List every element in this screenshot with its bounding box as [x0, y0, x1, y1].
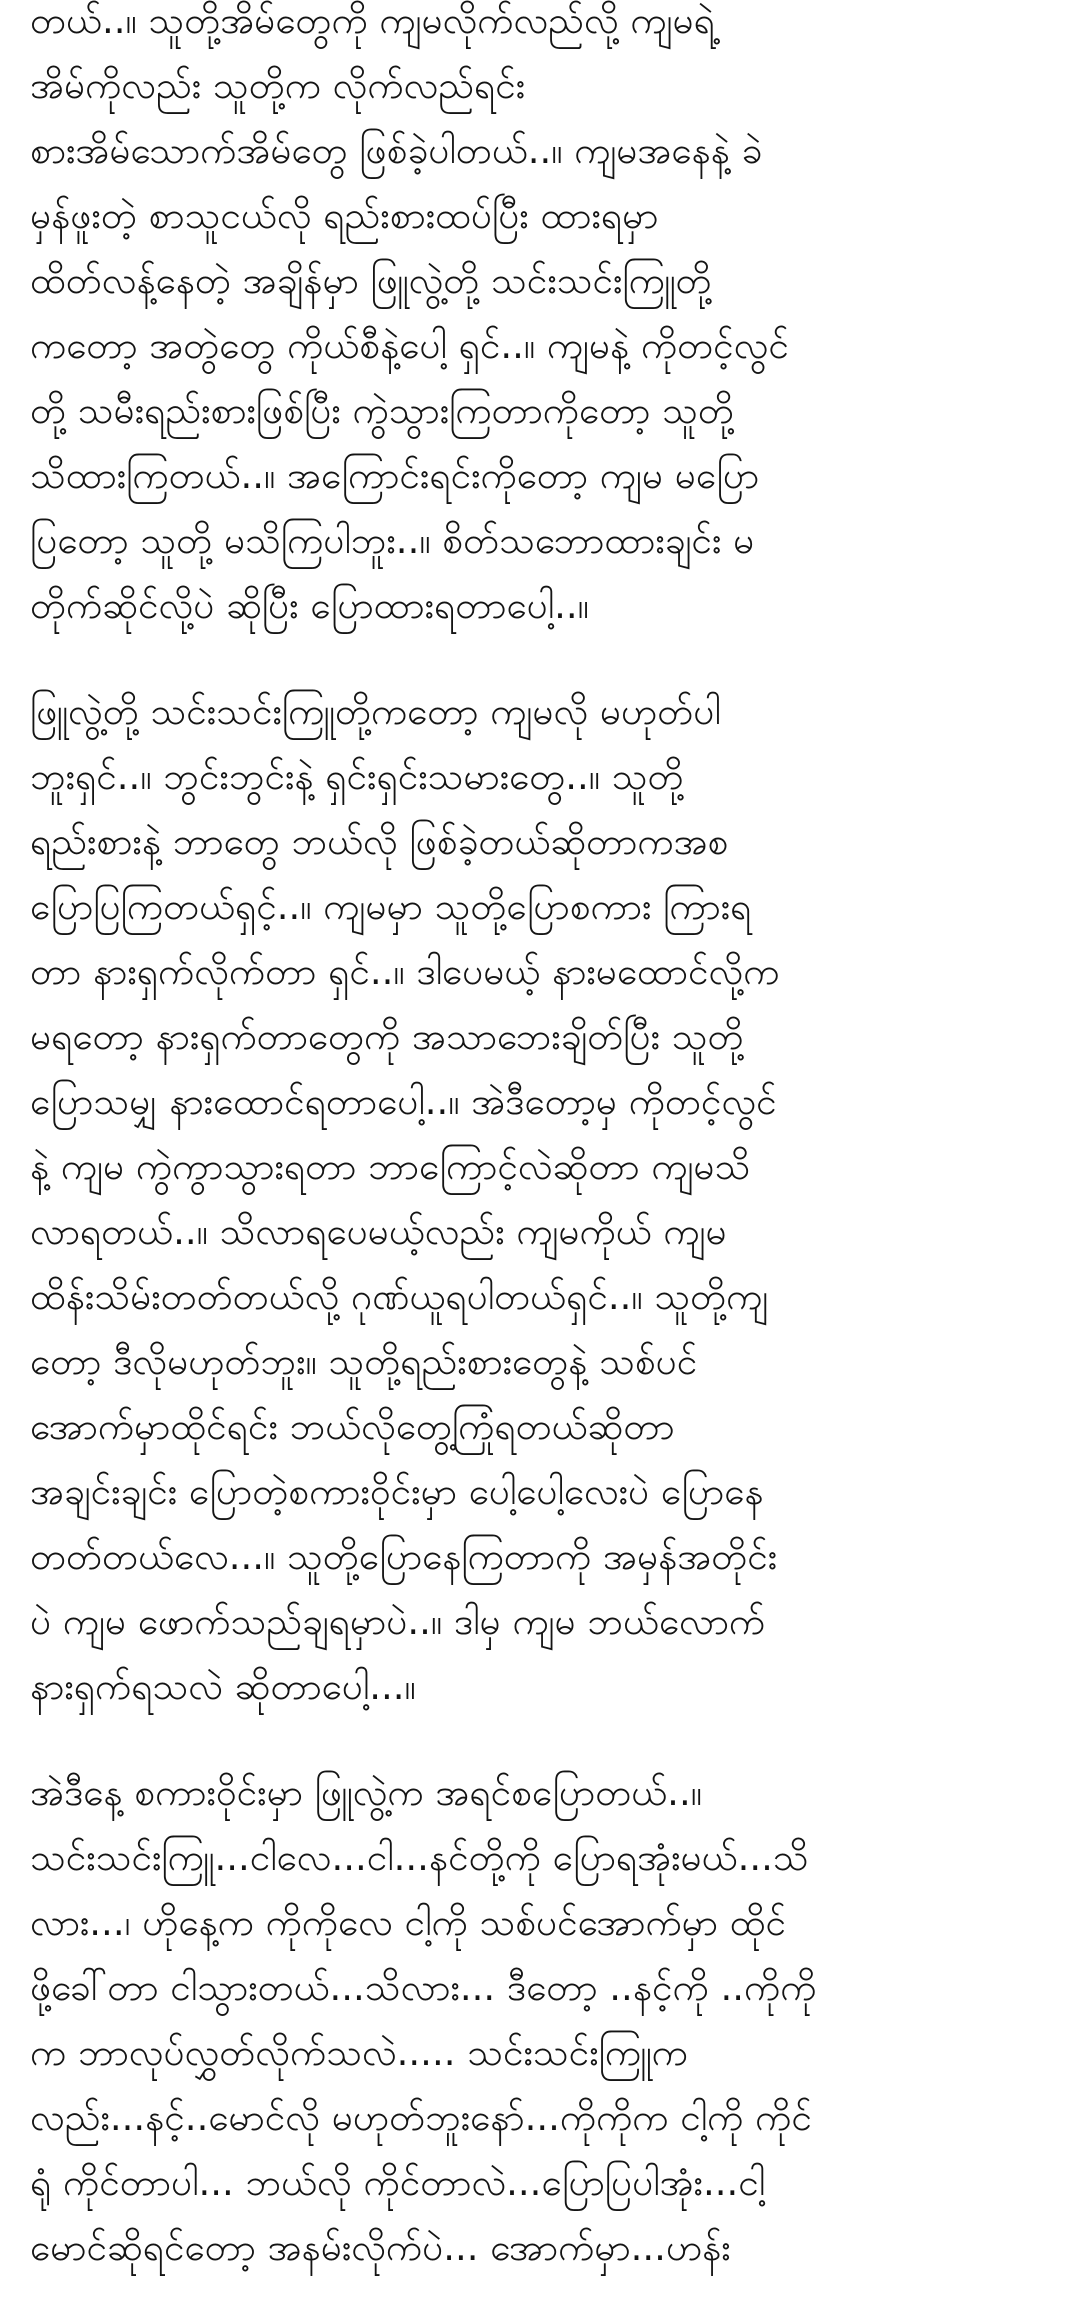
article-paragraph-3: အဲဒီနေ့ စကားဝိုင်းမှာ ဖြူလွဲ့က အရင်စပြောတယ်..။ သင်းသင်းကြူ...ငါလေ...ငါ...နင်တို့ကို ပြောရအုံးမယ်...သိ လား...၊ ဟိုနေ့က ကိုကိုလေ ငါ့ကို သစ်ပင်အောက်မှာ ထိုင် ဖို့ခေါ်တာ ငါသွားတယ်...သိလား... ဒီတော့ ..နင့်ကို ..ကိုကို က ဘာလုပ်လွှတ်လိုက်သလဲ..... သင်းသင်းကြူက လည်း...နင့်..မောင်လို မဟုတ်ဘူးနော်...ကိုကိုက ငါ့ကို ကိုင် ရုံ ကိုင်တာပါ... ဘယ်လို ကိုင်တာလဲ...ပြောပြပါအုံး...ငါ့ မောင်ဆိုရင်တော့ အနမ်းလိုက်ပဲ... အောက်မှာ...ဟန်း: [30, 1771, 817, 2269]
article-body: [30, 0, 1060, 2280]
article-paragraph-2: ဖြူလွဲ့တို့ သင်းသင်းကြူတို့ကတော့ ကျမလို မဟုတ်ပါ ဘူးရှင်..။ ဘွင်းဘွင်းနဲ့ ရှင်းရှင်းသမားတွေ..။ သူတို့ ရည်းစားနဲ့ ဘာတွေ ဘယ်လို ဖြစ်ခဲ့တယ်ဆိုတာကအစ ပြောပြကြတယ်ရှင့်..။ ကျမမှာ သူတို့ပြောစကား ကြားရ တာ နားရှက်လိုက်တာ ရှင်..။ ဒါပေမယ့် နားမထောင်လို့က မရတော့ နားရှက်တာတွေကို အသာဘေးချိတ်ပြီး သူတို့ ပြောသမျှ နားထောင်ရတာပေါ့..။ အဲဒီတော့မှ ကိုတင့်လွင် နဲ့ ကျမ ကွဲကွာသွားရတာ ဘာကြောင့်လဲဆိုတာ ကျမသိ လာရတယ်..။ သိလာရပေမယ့်လည်း ကျမကိုယ် ကျမ ထိန်းသိမ်းတတ်တယ်လို့ ဂုဏ်ယူရပါတယ်ရှင်..။ သူတို့ကျ တော့ ဒီလိုမဟုတ်ဘူး။ သူတို့ရည်းစားတွေနဲ့ သစ်ပင် အောက်မှာထိုင်ရင်း ဘယ်လိုတွေ့ကြုံရတယ်ဆိုတာ အချင်းချင်း ပြောတဲ့စကားဝိုင်းမှာ ပေါ့ပေါ့လေးပဲ ပြောနေ တတ်တယ်လေ...။ သူတို့ပြောနေကြတာကို အမှန်အတိုင်း ပဲ ကျမ ဖောက်သည်ချရမှာပဲ..။ ဒါမှ ကျမ ဘယ်လောက် နားရှက်ရသလဲ ဆိုတာပေါ့...။: [30, 690, 780, 1708]
article-paragraph-1: တယ်..။ သူတို့အိမ်တွေကို ကျမလိုက်လည်လို့ ကျမရဲ့ အိမ်ကိုလည်း သူတို့က လိုက်လည်ရင်း စားအိမ်သောက်အိမ်တွေ ဖြစ်ခဲ့ပါတယ်..။ ကျမအနေနဲ့ ခဲ မှန်ဖူးတဲ့ စာသူငယ်လို ရည်းစားထပ်ပြီး ထားရမှာ ထိတ်လန့်နေတဲ့ အချိန်မှာ ဖြူလွဲ့တို့ သင်းသင်းကြူတို့ ကတော့ အတွဲတွေ ကိုယ်စီနဲ့ပေါ့ ရှင်..။ ကျမနဲ့ ကိုတင့်လွင် တို့ သမီးရည်းစားဖြစ်ပြီး ကွဲသွားကြတာကိုတော့ သူတို့ သိထားကြတယ်..။ အကြောင်းရင်းကိုတော့ ကျမ မပြော ပြတော့ သူတို့ မသိကြပါဘူး..။ စိတ်သဘောထားချင်း မ တိုက်ဆိုင်လို့ပဲ ဆိုပြီး ပြောထားရတာပေါ့..။: [30, 0, 789, 627]
